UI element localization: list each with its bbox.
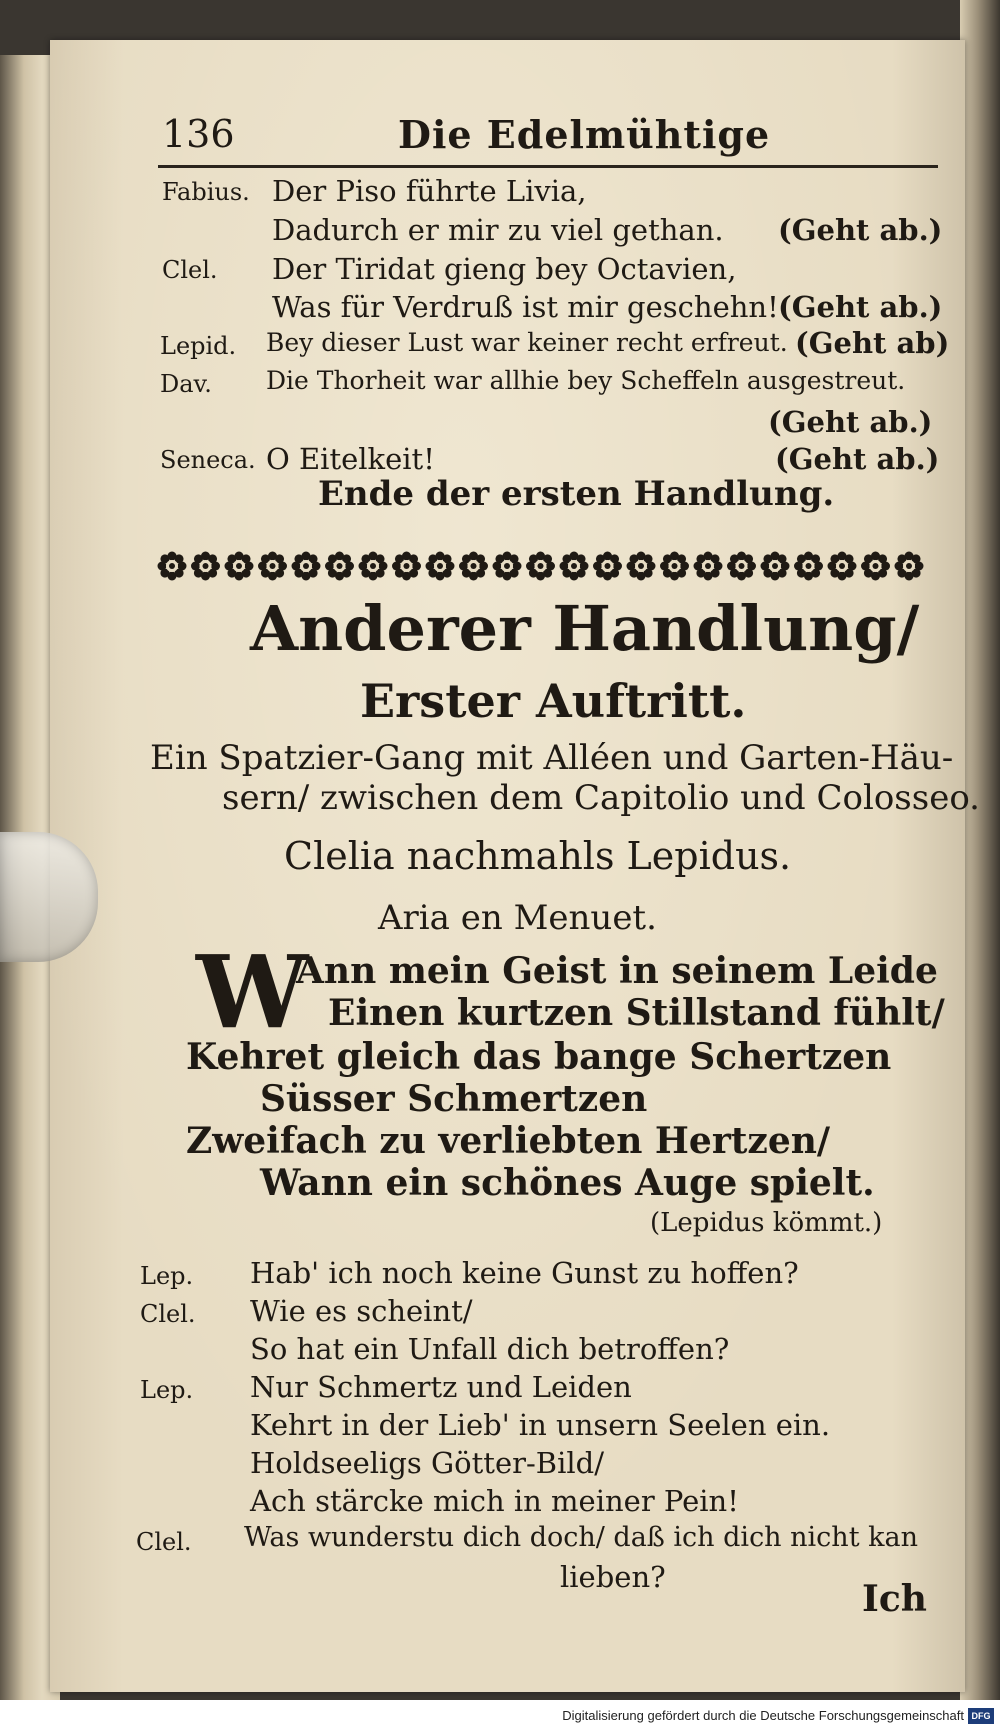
verse-line: O Eitelkeit! — [266, 442, 435, 476]
speaker-label: Clel. — [136, 1528, 192, 1556]
footer-credit: Digitalisierung gefördert durch die Deutsche Forschungsgemeinschaft — [562, 1708, 964, 1723]
scene-description-line: Ein Spatzier-Gang mit Alléen und Garten-Häu- — [150, 738, 954, 778]
ornament-flower — [493, 552, 522, 581]
ornament-flower — [861, 552, 890, 581]
aria-line: Zweifach zu verliebten Hertzen/ — [186, 1120, 831, 1162]
stage-direction: (Geht ab.) — [775, 442, 940, 476]
dialogue-line: lieben? — [560, 1560, 666, 1594]
catchword: Ich — [862, 1578, 927, 1620]
aria-line: Wann ein schönes Auge spielt. — [260, 1162, 875, 1204]
ornament-flower — [660, 552, 689, 581]
stage-direction: (Geht ab.) — [768, 405, 933, 439]
dfg-logo: DFG — [968, 1708, 994, 1724]
speaker-label: Seneca. — [160, 446, 256, 474]
speaker-label: Fabius. — [162, 178, 250, 206]
ornament-flower — [359, 552, 388, 581]
dialogue-line: Was wunderstu dich doch/ daß ich dich nicht kan — [244, 1522, 918, 1553]
ornament-flower — [727, 552, 756, 581]
speaker-label: Clel. — [140, 1300, 196, 1328]
verse-line: Die Thorheit war allhie bey Scheffeln ausgestreut. — [266, 366, 906, 395]
ornament-flower — [593, 552, 622, 581]
dialogue-line: Kehrt in der Lieb' in unsern Seelen ein. — [250, 1408, 831, 1442]
ornament-flower — [694, 552, 723, 581]
verse-line: Was für Verdruß ist mir geschehn! — [272, 290, 779, 324]
ornament-flower — [895, 552, 924, 581]
ornament-flower — [392, 552, 421, 581]
aria-line: Ann mein Geist in seinem Leide — [296, 950, 938, 992]
page-number: 136 — [162, 112, 235, 156]
ornament-flower — [459, 552, 488, 581]
dialogue-line: Wie es scheint/ — [250, 1294, 473, 1328]
dialogue-line: Hab' ich noch keine Gunst zu hoffen? — [250, 1256, 799, 1290]
header-rule — [158, 165, 938, 168]
verse-line: Bey dieser Lust war keiner recht erfreut. — [266, 328, 788, 357]
ornament-flower — [225, 552, 254, 581]
dialogue-line: So hat ein Unfall dich betroffen? — [250, 1332, 730, 1366]
ornament-flower — [627, 552, 656, 581]
verse-line: Dadurch er mir zu viel gethan. — [272, 213, 724, 247]
ornament-flower — [828, 552, 857, 581]
footer-bar — [0, 1700, 1000, 1732]
dialogue-line: Ach stärcke mich in meiner Pein! — [250, 1484, 739, 1518]
aria-line: Einen kurtzen Stillstand fühlt/ — [328, 992, 945, 1034]
stage-direction: (Geht ab) — [795, 326, 950, 360]
aria-line: Kehret gleich das bange Schertzen — [186, 1036, 892, 1078]
stage-direction: (Geht ab.) — [778, 213, 943, 247]
speaker-label: Lepid. — [160, 332, 237, 360]
speaker-label: Dav. — [160, 370, 212, 398]
ornament-flower — [794, 552, 823, 581]
ornament-flower — [191, 552, 220, 581]
speaker-label: Clel. — [162, 256, 218, 284]
ornament-flower — [560, 552, 589, 581]
stage-direction: (Geht ab.) — [778, 290, 943, 324]
aria-title: Aria en Menuet. — [378, 898, 657, 938]
verse-line: Der Piso führte Livia, — [272, 174, 587, 208]
ornament-flower — [325, 552, 354, 581]
drop-cap: W — [196, 933, 309, 1051]
verse-line: Der Tiridat gieng bey Octavien, — [272, 252, 737, 286]
ornament-flower — [292, 552, 321, 581]
act-end: Ende der ersten Handlung. — [318, 474, 835, 514]
ornament-flower — [258, 552, 287, 581]
aria-line: Süsser Schmertzen — [260, 1078, 648, 1120]
ornament-flower — [526, 552, 555, 581]
stage-direction: (Lepidus kömmt.) — [650, 1208, 883, 1238]
ornament-flower — [158, 552, 187, 581]
ornament-flower — [761, 552, 790, 581]
speaker-label: Lep. — [140, 1376, 194, 1404]
book-edge-right — [960, 0, 1000, 1732]
dialogue-line: Nur Schmertz und Leiden — [250, 1370, 632, 1404]
running-head: Die Edelmühtige — [398, 112, 771, 157]
act-heading: Anderer Handlung/ — [250, 592, 920, 665]
cast-line: Clelia nachmahls Lepidus. — [284, 834, 792, 878]
scene-description-line: sern/ zwischen dem Capitolio und Colosseo. — [222, 778, 980, 818]
dialogue-line: Holdseeligs Götter-Bild/ — [250, 1446, 604, 1480]
ornament-flower — [426, 552, 455, 581]
speaker-label: Lep. — [140, 1262, 194, 1290]
ornament-divider — [156, 546, 936, 586]
scene-heading: Erster Auftritt. — [360, 674, 747, 728]
